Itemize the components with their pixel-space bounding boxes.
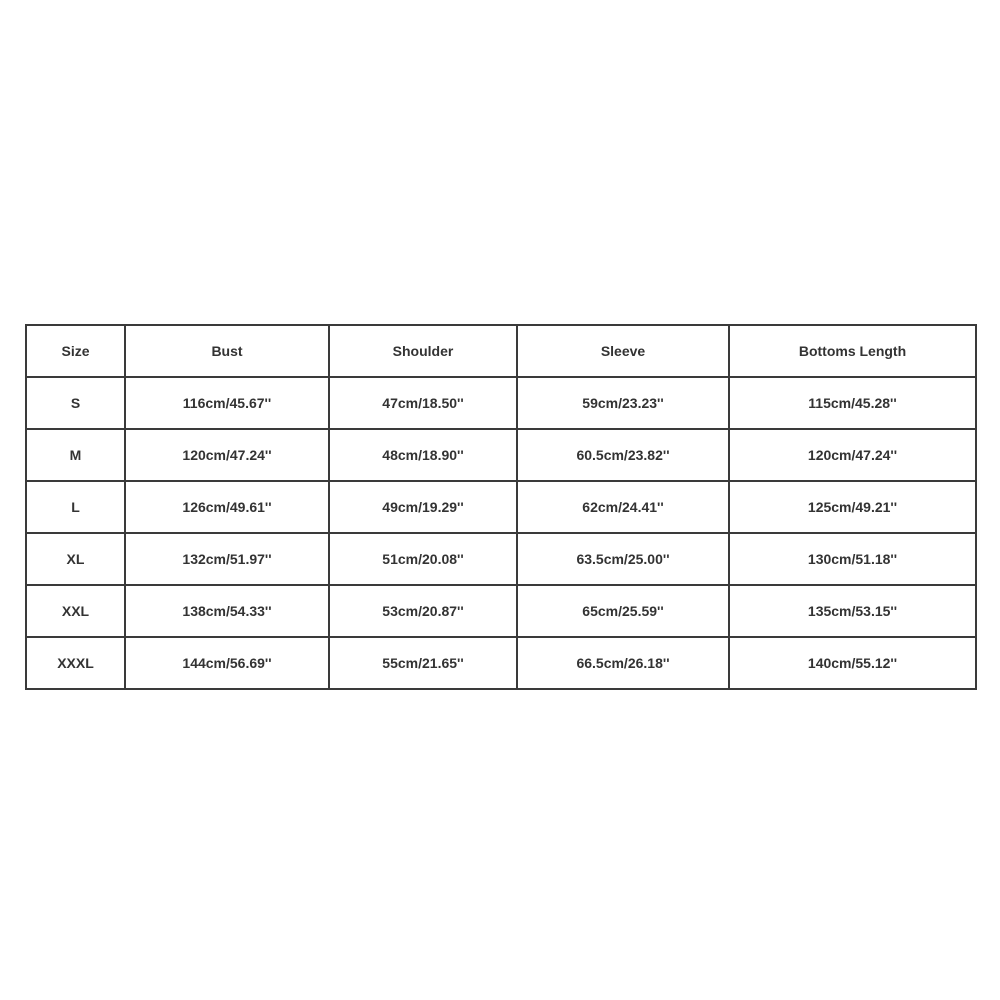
header-bottoms-length: Bottoms Length xyxy=(729,325,976,377)
shoulder-cell: 51cm/20.08'' xyxy=(329,533,517,585)
bottoms-length-cell: 135cm/53.15'' xyxy=(729,585,976,637)
sleeve-cell: 60.5cm/23.82'' xyxy=(517,429,729,481)
size-cell: XXL xyxy=(26,585,125,637)
sleeve-cell: 62cm/24.41'' xyxy=(517,481,729,533)
shoulder-cell: 48cm/18.90'' xyxy=(329,429,517,481)
bust-cell: 138cm/54.33'' xyxy=(125,585,329,637)
table-row xyxy=(26,533,976,585)
size-cell: L xyxy=(26,481,125,533)
bottoms-length-cell: 140cm/55.12'' xyxy=(729,637,976,689)
sleeve-cell: 65cm/25.59'' xyxy=(517,585,729,637)
shoulder-cell: 55cm/21.65'' xyxy=(329,637,517,689)
size-cell: XL xyxy=(26,533,125,585)
bust-cell: 132cm/51.97'' xyxy=(125,533,329,585)
sleeve-cell: 66.5cm/26.18'' xyxy=(517,637,729,689)
bust-cell: 144cm/56.69'' xyxy=(125,637,329,689)
size-cell: S xyxy=(26,377,125,429)
bottoms-length-cell: 130cm/51.18'' xyxy=(729,533,976,585)
table-row xyxy=(26,637,976,689)
table-row xyxy=(26,585,976,637)
bottoms-length-cell: 115cm/45.28'' xyxy=(729,377,976,429)
sleeve-cell: 59cm/23.23'' xyxy=(517,377,729,429)
bust-cell: 126cm/49.61'' xyxy=(125,481,329,533)
shoulder-cell: 53cm/20.87'' xyxy=(329,585,517,637)
bottoms-length-cell: 120cm/47.24'' xyxy=(729,429,976,481)
shoulder-cell: 47cm/18.50'' xyxy=(329,377,517,429)
table-row xyxy=(26,481,976,533)
table-row xyxy=(26,429,976,481)
size-chart-table xyxy=(25,324,977,690)
shoulder-cell: 49cm/19.29'' xyxy=(329,481,517,533)
header-sleeve: Sleeve xyxy=(517,325,729,377)
header-shoulder: Shoulder xyxy=(329,325,517,377)
size-cell: M xyxy=(26,429,125,481)
sleeve-cell: 63.5cm/25.00'' xyxy=(517,533,729,585)
bust-cell: 120cm/47.24'' xyxy=(125,429,329,481)
header-size: Size xyxy=(26,325,125,377)
bust-cell: 116cm/45.67'' xyxy=(125,377,329,429)
size-cell: XXXL xyxy=(26,637,125,689)
table-row xyxy=(26,377,976,429)
bottoms-length-cell: 125cm/49.21'' xyxy=(729,481,976,533)
header-bust: Bust xyxy=(125,325,329,377)
header-row xyxy=(26,325,976,377)
